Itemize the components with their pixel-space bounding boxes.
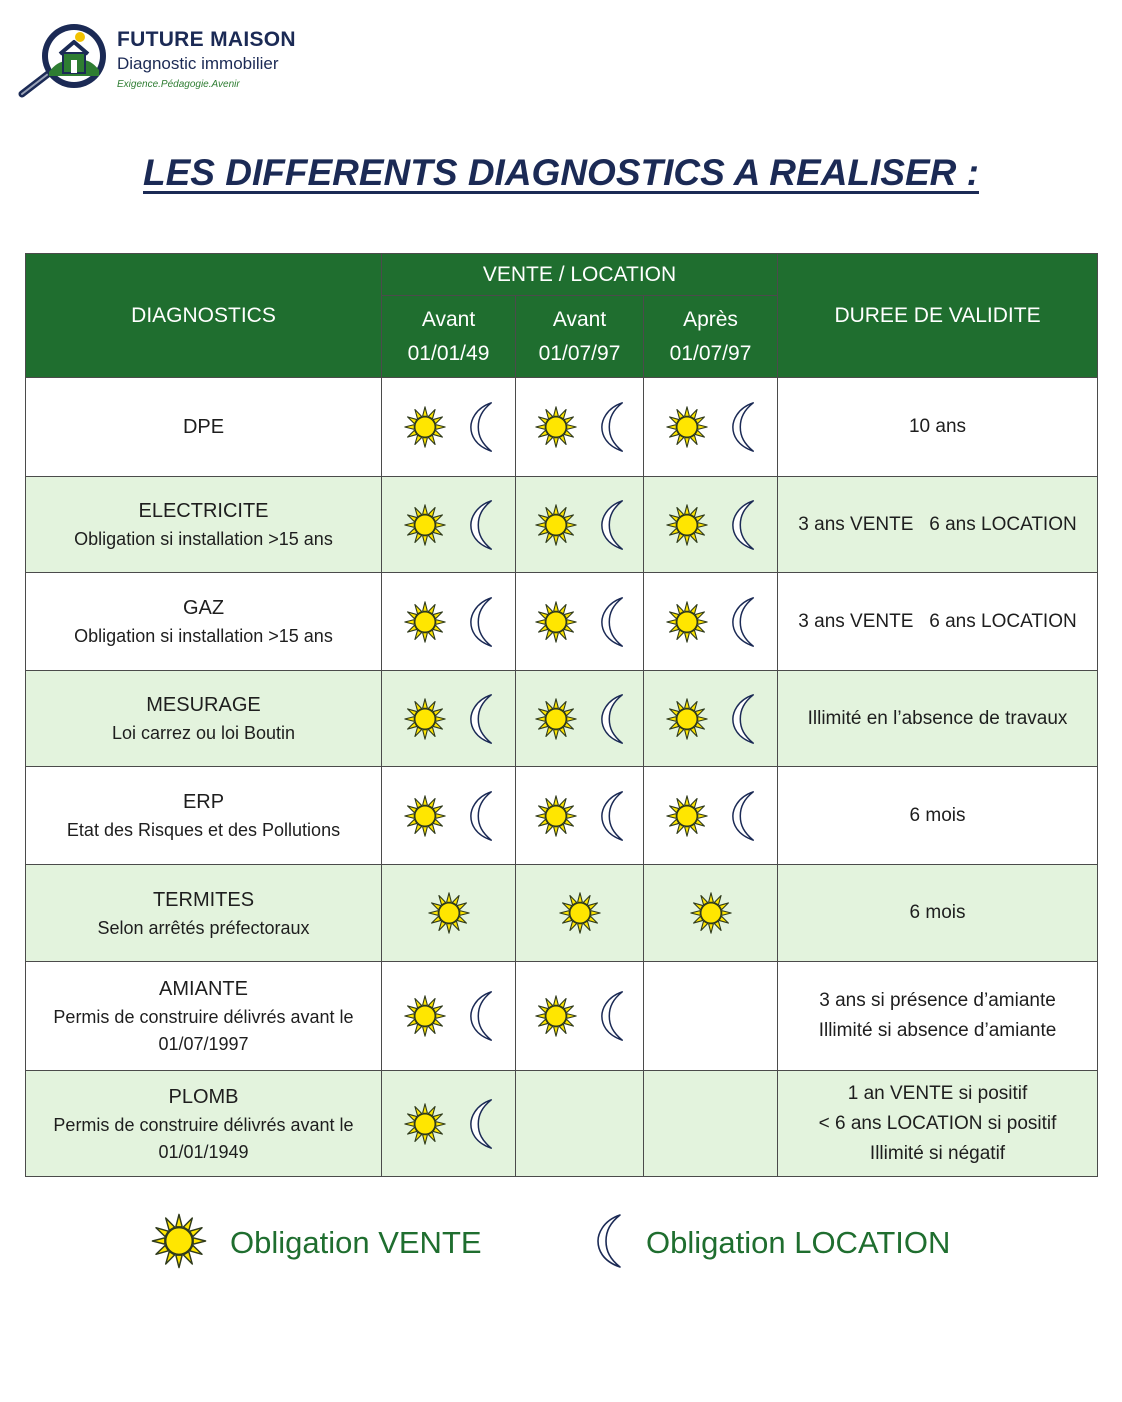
crescent-moon-icon — [731, 498, 757, 552]
validity-text: 3 ans VENTE 6 ans LOCATION — [798, 513, 1077, 535]
obligation-icons — [382, 400, 515, 454]
table-row — [26, 767, 1098, 865]
crescent-moon-icon — [469, 692, 495, 746]
sun-icon — [534, 600, 578, 644]
sun-icon — [150, 1212, 208, 1275]
header-period-line1: Après — [683, 307, 738, 331]
brand-logo — [16, 20, 336, 100]
legend-location-label: Obligation LOCATION — [646, 1225, 951, 1260]
obligation-icons — [382, 1097, 515, 1151]
sun-icon — [534, 405, 578, 449]
crescent-moon-icon — [731, 692, 757, 746]
obligation-cell — [644, 378, 778, 477]
validity-text: 10 ans — [908, 416, 967, 437]
diagnostic-name: PLOMB — [168, 1085, 239, 1108]
diagnostic-name: MESURAGE — [146, 694, 261, 716]
obligation-icons — [382, 989, 515, 1043]
validity-text: Illimité si absence d’amiante — [818, 1020, 1057, 1041]
obligation-icons — [516, 789, 643, 843]
header-period-1 — [382, 296, 516, 378]
obligation-cell — [644, 477, 778, 573]
obligation-cell — [644, 767, 778, 865]
diagnostic-name: TERMITES — [152, 888, 255, 911]
obligation-icons — [644, 400, 777, 454]
validity-text: 3 ans si présence d’amiante — [819, 990, 1056, 1011]
diagnostic-condition: 01/07/1997 — [158, 1034, 249, 1054]
diagnostic-cell — [26, 865, 382, 962]
diagnostic-cell — [26, 1071, 382, 1177]
header-period-3 — [644, 296, 778, 378]
validity-cell — [778, 962, 1098, 1071]
validity-text: 3 ans VENTE 6 ans LOCATION — [798, 610, 1077, 632]
sun-icon — [534, 994, 578, 1038]
diagnostic-condition: Selon arrêtés préfectoraux — [97, 917, 310, 938]
obligation-icons — [516, 595, 643, 649]
sun-icon — [403, 405, 447, 449]
sun-icon — [403, 1102, 447, 1146]
sun-icon — [665, 600, 709, 644]
diagnostic-name: GAZ — [182, 597, 225, 619]
crescent-moon-icon — [731, 400, 757, 454]
sun-icon — [534, 794, 578, 838]
page-title: LES DIFFERENTS DIAGNOSTICS A REALISER : — [143, 152, 979, 193]
obligation-cell — [516, 671, 644, 767]
obligation-cell — [644, 962, 778, 1071]
obligation-icons — [516, 692, 643, 746]
obligation-cell — [516, 378, 644, 477]
obligation-icons — [516, 989, 643, 1043]
crescent-moon-icon — [469, 400, 495, 454]
crescent-moon-icon — [469, 989, 495, 1043]
sun-icon — [665, 697, 709, 741]
validity-text: Illimité en l’absence de travaux — [807, 707, 1068, 729]
obligation-icons — [382, 498, 515, 552]
diagnostic-condition: Loi carrez ou loi Boutin — [111, 723, 296, 743]
header-period-line1: Avant — [421, 307, 476, 331]
crescent-moon-icon — [469, 1097, 495, 1151]
crescent-moon-icon — [469, 595, 495, 649]
validity-text: 6 mois — [909, 804, 966, 826]
obligation-cell — [644, 671, 778, 767]
diagnostic-cell — [26, 962, 382, 1071]
header-period-line2: 01/07/97 — [538, 341, 621, 365]
diagnostic-cell — [26, 573, 382, 671]
header-period-line1: Avant — [552, 307, 607, 331]
obligation-icons — [516, 891, 643, 935]
obligation-icons — [382, 891, 515, 935]
header-period-line2: 01/01/49 — [407, 341, 490, 365]
diagnostic-condition: Etat des Risques et des Pollutions — [66, 820, 341, 840]
obligation-cell — [516, 573, 644, 671]
diagnostic-cell — [26, 767, 382, 865]
sun-icon — [403, 794, 447, 838]
diagnostic-condition: Obligation si installation >15 ans — [74, 529, 333, 549]
obligation-cell — [382, 378, 516, 477]
obligation-cell — [644, 865, 778, 962]
sun-icon — [665, 405, 709, 449]
obligation-cell — [644, 1071, 778, 1177]
obligation-cell — [516, 865, 644, 962]
obligation-icons — [516, 498, 643, 552]
table-row — [26, 378, 1098, 477]
table-row — [26, 477, 1098, 573]
diagnostic-name: DPE — [182, 416, 225, 438]
sun-icon — [558, 891, 602, 935]
crescent-moon-icon — [596, 1213, 624, 1274]
house-magnifier-icon — [16, 20, 112, 100]
sun-icon — [427, 891, 471, 935]
validity-text: Illimité si négatif — [869, 1142, 1006, 1164]
obligation-cell — [644, 573, 778, 671]
legend-location — [596, 1212, 950, 1274]
table-row — [26, 573, 1098, 671]
obligation-cell — [382, 962, 516, 1071]
obligation-cell — [516, 477, 644, 573]
diagnostics-table — [25, 253, 1098, 1177]
diagnostic-cell — [26, 477, 382, 573]
obligation-icons — [644, 789, 777, 843]
diagnostic-condition: Permis de construire délivrés avant le — [53, 1007, 354, 1027]
validity-cell — [778, 477, 1098, 573]
sun-icon — [403, 600, 447, 644]
crescent-moon-icon — [600, 989, 626, 1043]
obligation-icons — [382, 789, 515, 843]
obligation-icons — [382, 595, 515, 649]
diagnostic-name: ELECTRICITE — [138, 500, 269, 522]
crescent-moon-icon — [600, 789, 626, 843]
crescent-moon-icon — [600, 692, 626, 746]
brand-tagline: Exigence.Pédagogie.Avenir — [117, 79, 240, 90]
obligation-cell — [516, 1071, 644, 1177]
obligation-icons — [644, 891, 777, 935]
obligation-icons — [644, 498, 777, 552]
brand-subtitle: Diagnostic immobilier — [117, 54, 279, 73]
obligation-cell — [382, 477, 516, 573]
obligation-icons — [382, 692, 515, 746]
brand-name: FUTURE MAISON — [117, 28, 296, 51]
validity-cell — [778, 865, 1098, 962]
diagnostic-name: ERP — [182, 791, 225, 813]
validity-cell — [778, 671, 1098, 767]
legend-vente — [150, 1212, 482, 1274]
table-row — [26, 865, 1098, 962]
obligation-cell — [382, 671, 516, 767]
crescent-moon-icon — [469, 498, 495, 552]
obligation-cell — [516, 962, 644, 1071]
diagnostic-cell — [26, 378, 382, 477]
crescent-moon-icon — [731, 595, 757, 649]
sun-icon — [403, 994, 447, 1038]
validity-text: 6 mois — [909, 902, 966, 923]
obligation-icons — [644, 595, 777, 649]
obligation-cell — [382, 1071, 516, 1177]
crescent-moon-icon — [600, 400, 626, 454]
obligation-cell — [516, 767, 644, 865]
validity-cell — [778, 573, 1098, 671]
validity-text: < 6 ans LOCATION si positif — [818, 1112, 1057, 1134]
sun-icon — [689, 891, 733, 935]
crescent-moon-icon — [600, 498, 626, 552]
sun-icon — [534, 697, 578, 741]
diagnostic-condition: Permis de construire délivrés avant le — [53, 1114, 354, 1135]
obligation-cell — [382, 573, 516, 671]
header-diagnostics: DIAGNOSTICS — [26, 254, 382, 378]
crescent-moon-icon — [600, 595, 626, 649]
sun-icon — [403, 503, 447, 547]
sun-icon — [665, 794, 709, 838]
validity-cell — [778, 767, 1098, 865]
header-period-2 — [516, 296, 644, 378]
diagnostic-condition: 01/01/1949 — [158, 1141, 249, 1162]
validity-cell — [778, 378, 1098, 477]
header-vente-location: VENTE / LOCATION — [382, 254, 778, 296]
header-validity: DUREE DE VALIDITE — [778, 254, 1098, 378]
obligation-icons — [516, 400, 643, 454]
diagnostic-cell — [26, 671, 382, 767]
legend-vente-label: Obligation VENTE — [230, 1225, 482, 1260]
obligation-cell — [382, 767, 516, 865]
header-period-line2: 01/07/97 — [669, 341, 752, 365]
table-row — [26, 671, 1098, 767]
sun-icon — [403, 697, 447, 741]
obligation-cell — [382, 865, 516, 962]
table-row — [26, 1071, 1098, 1177]
crescent-moon-icon — [469, 789, 495, 843]
diagnostic-condition: Obligation si installation >15 ans — [74, 626, 333, 646]
obligation-icons — [644, 692, 777, 746]
diagnostic-name: AMIANTE — [159, 978, 248, 1000]
table-row — [26, 962, 1098, 1071]
sun-icon — [534, 503, 578, 547]
validity-cell — [778, 1071, 1098, 1177]
validity-text: 1 an VENTE si positif — [847, 1082, 1028, 1104]
crescent-moon-icon — [731, 789, 757, 843]
sun-icon — [665, 503, 709, 547]
